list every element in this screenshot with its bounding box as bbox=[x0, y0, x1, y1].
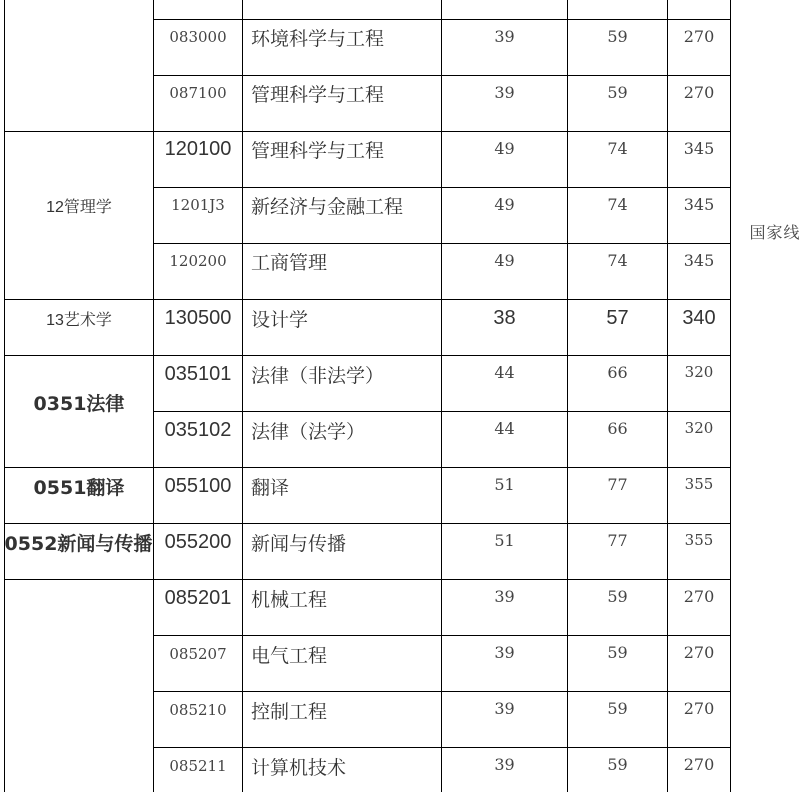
column-divider bbox=[153, 0, 154, 792]
major-code: 1201J3 bbox=[171, 196, 225, 214]
major-name: 法律（法学） bbox=[251, 421, 366, 443]
major-code: 055200 bbox=[164, 530, 232, 553]
score-subject: 74 bbox=[607, 250, 628, 270]
major-name: 机械工程 bbox=[251, 589, 328, 611]
major-name: 管理科学与工程 bbox=[251, 84, 385, 106]
score-subject: 74 bbox=[607, 138, 628, 158]
major-name: 新闻与传播 bbox=[251, 533, 347, 555]
score-politics: 38 bbox=[493, 306, 516, 329]
category-cell: 13艺术学 bbox=[46, 311, 112, 329]
score-subject: 77 bbox=[607, 474, 628, 494]
score-politics: 44 bbox=[494, 362, 515, 382]
major-code: 130500 bbox=[164, 306, 232, 329]
score-total: 345 bbox=[683, 194, 715, 214]
major-code: 085207 bbox=[169, 645, 227, 663]
score-total: 345 bbox=[683, 138, 715, 158]
major-name: 新经济与金融工程 bbox=[251, 196, 404, 218]
category-cell: 0551翻译 bbox=[33, 476, 125, 499]
score-total: 345 bbox=[683, 250, 715, 270]
score-politics: 49 bbox=[494, 194, 515, 214]
major-name: 管理科学与工程 bbox=[251, 140, 385, 162]
score-politics: 44 bbox=[494, 418, 515, 438]
major-name: 控制工程 bbox=[251, 701, 328, 723]
score-subject: 66 bbox=[607, 362, 628, 382]
score-subject: 59 bbox=[607, 82, 628, 102]
score-subject: 66 bbox=[607, 418, 628, 438]
score-politics: 39 bbox=[494, 698, 515, 718]
score-total: 355 bbox=[684, 475, 714, 493]
major-code: 083000 bbox=[169, 28, 227, 46]
category-cell: 0552新闻与传播 bbox=[4, 532, 153, 555]
score-total: 270 bbox=[683, 82, 715, 102]
major-code: 055100 bbox=[164, 474, 232, 497]
score-total: 320 bbox=[684, 419, 714, 437]
major-name: 环境科学与工程 bbox=[251, 28, 385, 50]
major-code: 035101 bbox=[164, 362, 232, 385]
score-subject: 74 bbox=[607, 194, 628, 214]
score-total: 270 bbox=[683, 26, 715, 46]
column-divider bbox=[242, 0, 243, 792]
score-total: 340 bbox=[682, 306, 716, 329]
column-divider bbox=[730, 0, 731, 792]
column-divider bbox=[567, 0, 568, 792]
score-total: 270 bbox=[683, 642, 715, 662]
score-politics: 39 bbox=[494, 754, 515, 774]
score-politics: 39 bbox=[494, 586, 515, 606]
score-politics: 49 bbox=[494, 138, 515, 158]
category-cell: 0351法律 bbox=[33, 392, 125, 415]
major-name: 计算机技术 bbox=[251, 757, 347, 779]
score-subject: 59 bbox=[607, 754, 628, 774]
score-politics: 49 bbox=[494, 250, 515, 270]
score-total: 270 bbox=[683, 698, 715, 718]
column-divider bbox=[441, 0, 442, 792]
score-total: 320 bbox=[684, 363, 714, 381]
major-name: 翻译 bbox=[251, 477, 290, 499]
major-code: 120200 bbox=[169, 252, 227, 270]
score-subject: 59 bbox=[607, 586, 628, 606]
major-code: 085201 bbox=[164, 586, 232, 609]
score-total: 355 bbox=[684, 531, 714, 549]
major-name: 法律（非法学） bbox=[251, 365, 385, 387]
column-divider bbox=[667, 0, 668, 792]
major-code: 035102 bbox=[164, 418, 232, 441]
major-code: 120100 bbox=[164, 137, 232, 160]
major-code: 085210 bbox=[169, 701, 227, 719]
category-cell: 12管理学 bbox=[46, 198, 112, 216]
score-subject: 59 bbox=[607, 642, 628, 662]
major-name: 设计学 bbox=[251, 309, 309, 331]
score-subject: 59 bbox=[607, 26, 628, 46]
score-subject: 57 bbox=[606, 306, 629, 329]
score-total: 270 bbox=[683, 754, 715, 774]
major-code: 087100 bbox=[169, 84, 227, 102]
score-subject: 59 bbox=[607, 698, 628, 718]
score-subject: 77 bbox=[607, 530, 628, 550]
score-politics: 51 bbox=[494, 530, 515, 550]
major-name: 工商管理 bbox=[251, 252, 328, 274]
score-total: 270 bbox=[683, 586, 715, 606]
national-line-note: 国家线 bbox=[749, 222, 801, 242]
score-politics: 51 bbox=[494, 474, 515, 494]
major-code: 085211 bbox=[169, 757, 227, 775]
score-politics: 39 bbox=[494, 26, 515, 46]
score-politics: 39 bbox=[494, 642, 515, 662]
score-politics: 39 bbox=[494, 82, 515, 102]
major-name: 电气工程 bbox=[251, 645, 328, 667]
